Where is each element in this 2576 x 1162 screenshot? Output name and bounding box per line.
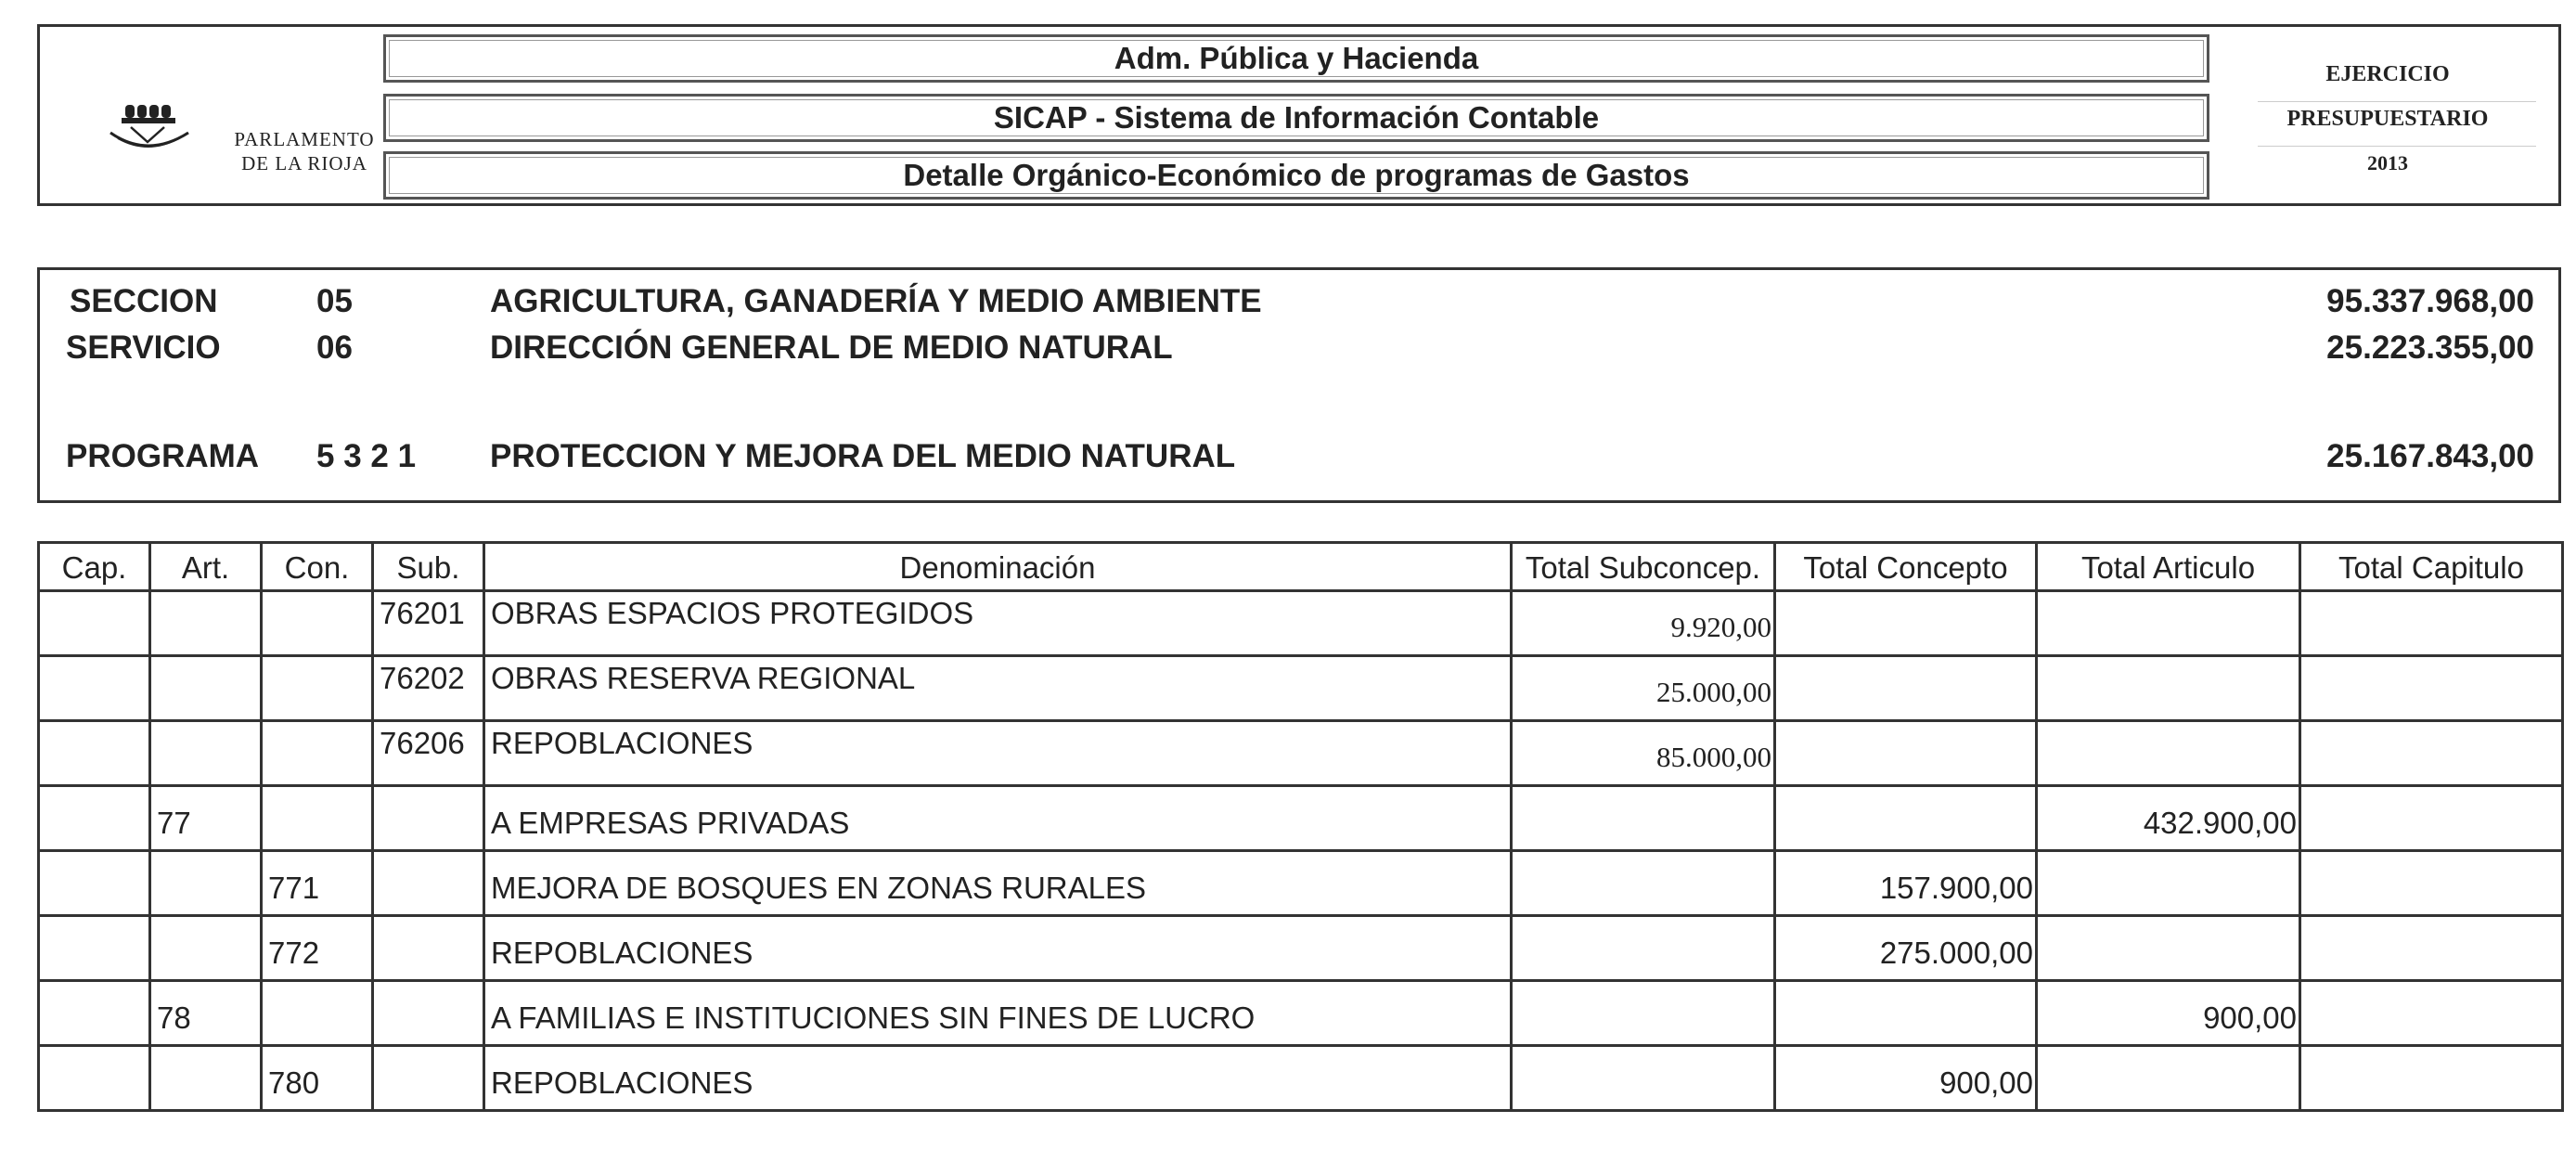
cell-con [262,721,373,786]
cell-total-concepto [1775,981,2037,1046]
cell-art [150,916,262,981]
servicio-code: 06 [316,329,353,366]
col-header-cap: Cap. [39,543,150,591]
logo-text [221,127,388,175]
cell-art: 78 [150,981,262,1046]
program-summary [37,267,2561,503]
cell-cap [39,656,150,721]
cell-art [150,721,262,786]
cell-denominacion: REPOBLACIONES [484,1046,1512,1111]
cell-con [262,786,373,851]
cell-total-subconcepto [1512,851,1775,916]
cell-cap [39,916,150,981]
cell-total-articulo [2037,656,2300,721]
ejercicio-label: EJERCICIO [2325,62,2450,86]
year-divider [2258,146,2536,147]
col-header-sub: Sub. [373,543,484,591]
cell-total-articulo: 900,00 [2037,981,2300,1046]
cell-total-concepto: 900,00 [1775,1046,2037,1111]
cell-con [262,981,373,1046]
cell-con [262,656,373,721]
servicio-label: SERVICIO [66,329,221,366]
cell-con: 772 [262,916,373,981]
presupuestario-label: PRESUPUESTARIO [2286,107,2489,131]
cell-sub [373,786,484,851]
table-header-row [39,543,2563,591]
cell-total-articulo: 432.900,00 [2037,786,2300,851]
cell-total-capitulo [2300,786,2563,851]
cell-total-capitulo [2300,591,2563,656]
cell-denominacion: A EMPRESAS PRIVADAS [484,786,1512,851]
cell-total-concepto: 275.000,00 [1775,916,2037,981]
cell-cap [39,721,150,786]
parlamento-logo [68,73,402,175]
cell-sub [373,1046,484,1111]
table-row [39,851,2563,916]
cell-sub: 76202 [373,656,484,721]
fiscal-year: 2013 [2367,151,2408,174]
col-header-art: Art. [150,543,262,591]
col-header-total-capitulo: Total Capitulo [2300,543,2563,591]
cell-sub: 76206 [373,721,484,786]
cell-total-concepto [1775,721,2037,786]
col-header-denominacion: Denominación [484,543,1512,591]
cell-denominacion: MEJORA DE BOSQUES EN ZONAS RURALES [484,851,1512,916]
table-row [39,591,2563,656]
cell-denominacion: REPOBLACIONES [484,916,1512,981]
cell-art [150,851,262,916]
cell-total-capitulo [2300,981,2563,1046]
servicio-name: DIRECCIÓN GENERAL DE MEDIO NATURAL [490,329,1173,366]
cell-cap [39,591,150,656]
cell-art: 77 [150,786,262,851]
table-row [39,656,2563,721]
cell-total-subconcepto [1512,916,1775,981]
cell-cap [39,1046,150,1111]
cell-total-concepto [1775,786,2037,851]
logo-line2: DE LA RIOJA [241,152,367,174]
table-row [39,786,2563,851]
cell-sub [373,981,484,1046]
servicio-row [40,329,2558,376]
table-row [39,1046,2563,1111]
programa-name: PROTECCION Y MEJORA DEL MEDIO NATURAL [490,438,1236,474]
cell-con [262,591,373,656]
cell-total-subconcepto: 9.920,00 [1512,591,1775,656]
programa-label: PROGRAMA [66,438,260,474]
department-title: Adm. Pública y Hacienda [383,34,2209,83]
cell-denominacion: OBRAS RESERVA REGIONAL [484,656,1512,721]
cell-total-capitulo [2300,656,2563,721]
cell-total-articulo [2037,916,2300,981]
cell-total-articulo [2037,591,2300,656]
ejercicio-divider [2258,101,2536,102]
cell-cap [39,981,150,1046]
cell-art [150,591,262,656]
seccion-name: AGRICULTURA, GANADERÍA Y MEDIO AMBIENTE [490,283,1262,319]
col-header-con: Con. [262,543,373,591]
cell-total-subconcepto [1512,1046,1775,1111]
system-title: SICAP - Sistema de Información Contable [383,94,2209,142]
cell-cap [39,851,150,916]
cell-denominacion: OBRAS ESPACIOS PROTEGIDOS [484,591,1512,656]
table-row [39,981,2563,1046]
cell-total-concepto: 157.900,00 [1775,851,2037,916]
seccion-code: 05 [316,283,353,319]
table-row [39,916,2563,981]
cell-total-concepto [1775,591,2037,656]
col-header-total-articulo: Total Articulo [2037,543,2300,591]
cell-total-subconcepto [1512,981,1775,1046]
cell-cap [39,786,150,851]
seccion-amount: 95.337.968,00 [2326,283,2534,319]
cell-sub [373,851,484,916]
logo-line1: PARLAMENTO [234,128,375,150]
cell-con: 780 [262,1046,373,1111]
expense-detail-table [37,541,2564,1112]
col-header-total-concepto: Total Concepto [1775,543,2037,591]
cell-art [150,1046,262,1111]
servicio-amount: 25.223.355,00 [2326,329,2534,366]
cell-total-subconcepto: 25.000,00 [1512,656,1775,721]
cell-art [150,656,262,721]
report-title: Detalle Orgánico-Económico de programas de Gastos [383,151,2209,200]
table-row [39,721,2563,786]
cell-sub [373,916,484,981]
cell-total-capitulo [2300,1046,2563,1111]
col-header-total-subconcepto: Total Subconcep. [1512,543,1775,591]
cell-total-subconcepto: 85.000,00 [1512,721,1775,786]
seccion-row [40,283,2558,329]
cell-total-articulo [2037,721,2300,786]
parliament-emblem-icon [103,101,214,166]
cell-total-articulo [2037,851,2300,916]
cell-total-capitulo [2300,721,2563,786]
cell-total-subconcepto [1512,786,1775,851]
cell-total-articulo [2037,1046,2300,1111]
cell-con: 771 [262,851,373,916]
programa-code: 5 3 2 1 [316,438,417,474]
cell-total-capitulo [2300,916,2563,981]
cell-total-concepto [1775,656,2037,721]
cell-total-capitulo [2300,851,2563,916]
cell-sub: 76201 [373,591,484,656]
programa-row [40,438,2558,484]
programa-amount: 25.167.843,00 [2326,438,2534,474]
seccion-label: SECCION [70,283,218,319]
report-header [37,24,2561,206]
cell-denominacion: REPOBLACIONES [484,721,1512,786]
cell-denominacion: A FAMILIAS E INSTITUCIONES SIN FINES DE LUCRO [484,981,1512,1046]
